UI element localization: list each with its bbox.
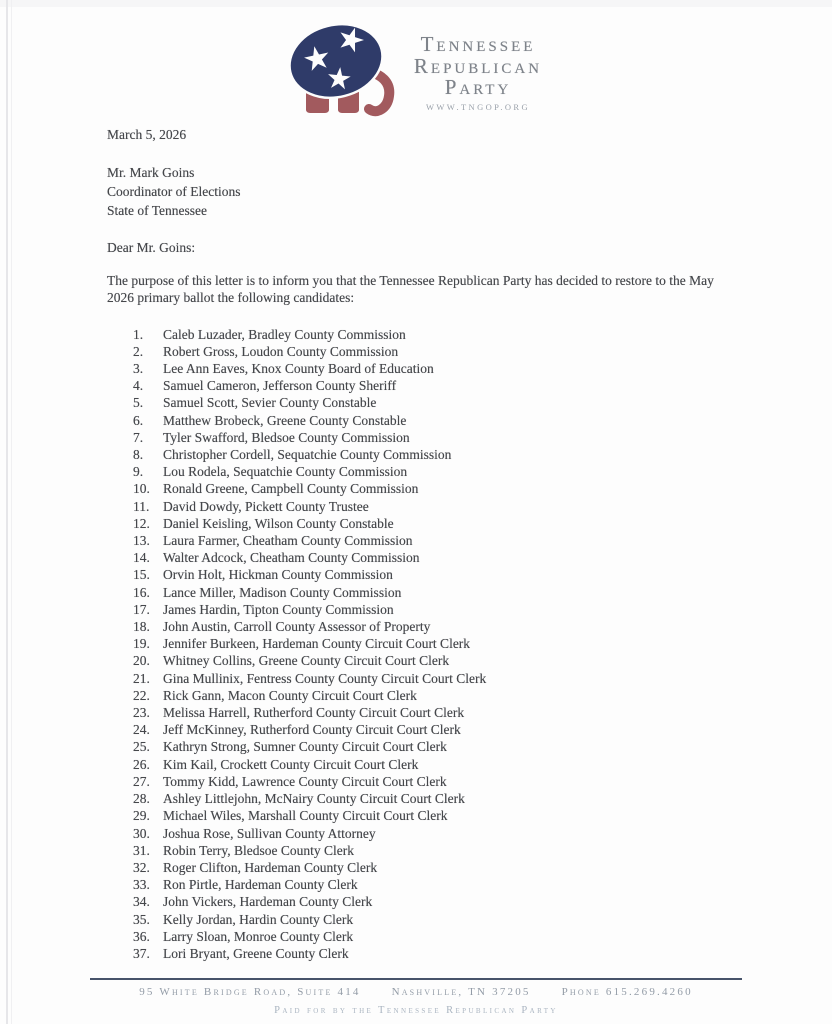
salutation: Dear Mr. Goins: xyxy=(107,239,196,255)
candidate-number: 25. xyxy=(133,739,150,755)
candidate-list-item xyxy=(133,601,737,618)
candidate-number: 23. xyxy=(133,705,150,721)
candidate-text: Walter Adcock, Cheatham County Commission xyxy=(163,550,420,566)
candidates-list xyxy=(133,326,737,963)
candidate-text: Michael Wiles, Marshall County Circuit Court Clerk xyxy=(163,808,448,824)
candidate-text: John Vickers, Hardeman County Clerk xyxy=(163,894,373,910)
candidate-text: Ron Pirtle, Hardeman County Clerk xyxy=(163,877,358,893)
candidate-text: Larry Sloan, Monroe County Clerk xyxy=(163,928,354,944)
candidate-list-item xyxy=(133,842,737,859)
candidate-number: 21. xyxy=(133,670,150,686)
candidate-list-item xyxy=(133,394,737,411)
candidate-list-item xyxy=(133,876,737,893)
candidate-text: James Hardin, Tipton County Commission xyxy=(163,601,394,617)
candidate-text: Jennifer Burkeen, Hardeman County Circuit Court Clerk xyxy=(163,636,471,652)
candidate-text: Jeff McKinney, Rutherford County Circuit Court Clerk xyxy=(163,722,461,738)
candidate-text: Christopher Cordell, Sequatchie County Commission xyxy=(163,447,452,463)
candidate-list-item xyxy=(133,945,737,962)
footer-city: Nashville, TN 37205 xyxy=(391,986,531,998)
candidate-list-item xyxy=(133,566,737,583)
candidate-number: 17. xyxy=(133,601,150,617)
scan-edge-top xyxy=(0,0,832,7)
candidate-text: Orvin Holt, Hickman County Commission xyxy=(163,567,393,583)
candidate-list-item xyxy=(133,377,737,394)
candidate-text: Lori Bryant, Greene County Clerk xyxy=(163,945,349,961)
candidate-list-item xyxy=(133,911,737,928)
candidate-text: Tommy Kidd, Lawrence County Circuit Court Clerk xyxy=(163,773,447,789)
candidate-text: Caleb Luzader, Bradley County Commission xyxy=(163,326,406,342)
footer-address: 95 White Bridge Road, Suite 414 xyxy=(139,986,361,998)
candidate-text: Matthew Brobeck, Greene County Constable xyxy=(163,412,407,428)
candidate-list-item xyxy=(133,687,737,704)
candidate-text: Samuel Cameron, Jefferson County Sheriff xyxy=(163,378,397,394)
candidate-number: 15. xyxy=(133,567,150,583)
candidate-text: Lee Ann Eaves, Knox County Board of Education xyxy=(163,361,434,377)
candidate-text: Gina Mullinix, Fentress County County Circuit Court Clerk xyxy=(163,670,487,686)
candidate-number: 34. xyxy=(133,894,150,910)
candidate-number: 22. xyxy=(133,687,150,703)
org-name-block xyxy=(414,25,542,112)
candidate-list-item xyxy=(133,756,737,773)
footer-paid-for-line: Paid for by the Tennessee Republican Party xyxy=(274,1005,558,1016)
candidate-list-item xyxy=(133,584,737,601)
candidate-list-item xyxy=(133,773,737,790)
candidate-list-item xyxy=(133,928,737,945)
candidate-text: Kathryn Strong, Sumner County Circuit Court Clerk xyxy=(163,739,447,755)
candidate-list-item xyxy=(133,652,737,669)
candidate-list-item xyxy=(133,738,737,755)
recipient-org: State of Tennessee xyxy=(107,203,208,219)
candidate-number: 28. xyxy=(133,791,150,807)
candidate-text: Tyler Swafford, Bledsoe County Commission xyxy=(163,429,410,445)
candidate-text: Roger Clifton, Hardeman County Clerk xyxy=(163,859,378,875)
candidate-number: 7. xyxy=(133,429,144,445)
candidate-number: 20. xyxy=(133,653,150,669)
candidate-text: Rick Gann, Macon County Circuit Court Clerk xyxy=(163,687,417,703)
candidate-number: 37. xyxy=(133,945,150,961)
candidate-number: 36. xyxy=(133,928,150,944)
candidate-number: 12. xyxy=(133,515,150,531)
candidate-list-item xyxy=(133,343,737,360)
footer-phone: Phone 615.269.4260 xyxy=(561,986,693,998)
candidate-text: Lance Miller, Madison County Commission xyxy=(163,584,402,600)
org-name-line-3: Party xyxy=(444,75,512,99)
candidate-number: 1. xyxy=(133,326,144,342)
letter-footer xyxy=(0,978,832,1016)
candidate-number: 6. xyxy=(133,412,144,428)
candidate-text: Lou Rodela, Sequatchie County Commission xyxy=(163,464,408,480)
letter-date: March 5, 2026 xyxy=(107,127,187,142)
candidate-number: 18. xyxy=(133,619,150,635)
candidate-text: Daniel Keisling, Wilson County Constable xyxy=(163,515,394,531)
candidate-list-item xyxy=(133,429,737,446)
candidate-number: 35. xyxy=(133,911,150,927)
org-website: WWW.TNGOP.ORG xyxy=(425,101,531,112)
candidate-list-item xyxy=(133,859,737,876)
tn-gop-elephant-logo-icon xyxy=(290,25,408,119)
candidate-list-item xyxy=(133,807,737,824)
candidate-list-item xyxy=(133,326,737,343)
candidate-list-item xyxy=(133,515,737,532)
candidate-list-item xyxy=(133,670,737,687)
candidate-text: Ashley Littlejohn, McNairy County Circuit Court Clerk xyxy=(163,791,465,807)
candidate-list-item xyxy=(133,825,737,842)
candidate-number: 14. xyxy=(133,550,150,566)
candidate-list-item xyxy=(133,618,737,635)
candidate-number: 31. xyxy=(133,842,150,858)
candidate-list-item xyxy=(133,532,737,549)
letter-body xyxy=(107,127,737,962)
candidate-list-item xyxy=(133,790,737,807)
letterhead xyxy=(0,0,832,119)
candidate-number: 24. xyxy=(133,722,150,738)
candidate-text: Whitney Collins, Greene County Circuit Court Clerk xyxy=(163,653,450,669)
candidate-list-item xyxy=(133,463,737,480)
candidate-text: Kelly Jordan, Hardin County Clerk xyxy=(163,911,354,927)
scan-edge-left xyxy=(6,0,8,1024)
candidate-number: 3. xyxy=(133,361,144,377)
scan-edge-left-2 xyxy=(11,0,12,1024)
candidate-number: 26. xyxy=(133,756,150,772)
candidate-number: 27. xyxy=(133,773,150,789)
candidate-number: 29. xyxy=(133,808,150,824)
candidate-text: Joshua Rose, Sullivan County Attorney xyxy=(163,825,376,841)
candidate-text: David Dowdy, Pickett County Trustee xyxy=(163,498,369,514)
candidate-number: 9. xyxy=(133,464,144,480)
candidate-list-item xyxy=(133,893,737,910)
candidate-list-item xyxy=(133,549,737,566)
body-paragraph: The purpose of this letter is to inform you that the Tennessee Republican Party has decided to restore to the May 2026 primary ballot the following candidates: xyxy=(107,272,714,306)
candidate-list-item xyxy=(133,446,737,463)
candidate-text: Samuel Scott, Sevier County Constable xyxy=(163,395,377,411)
recipient-name: Mr. Mark Goins xyxy=(107,165,195,180)
candidate-text: Robin Terry, Bledsoe County Clerk xyxy=(163,842,355,858)
candidate-number: 32. xyxy=(133,859,150,875)
candidate-list-item xyxy=(133,498,737,515)
footer-contact-line xyxy=(0,986,832,998)
candidate-number: 10. xyxy=(133,481,150,497)
candidate-number: 4. xyxy=(133,378,144,394)
footer-divider xyxy=(90,978,742,980)
candidate-list-item xyxy=(133,480,737,497)
candidate-text: Kim Kail, Crockett County Circuit Court Clerk xyxy=(163,756,419,772)
candidate-text: John Austin, Carroll County Assessor of Property xyxy=(163,619,431,635)
org-name-line-2: Republican xyxy=(413,53,543,78)
org-name-line-1: Tennessee xyxy=(420,32,536,56)
candidate-number: 16. xyxy=(133,584,150,600)
candidate-text: Melissa Harrell, Rutherford County Circuit Court Clerk xyxy=(163,705,465,721)
candidate-list-item xyxy=(133,635,737,652)
candidate-list-item xyxy=(133,412,737,429)
candidate-number: 33. xyxy=(133,877,150,893)
candidate-number: 30. xyxy=(133,825,150,841)
candidate-text: Robert Gross, Loudon County Commission xyxy=(163,343,399,359)
candidate-text: Ronald Greene, Campbell County Commission xyxy=(163,481,419,497)
candidate-number: 2. xyxy=(133,343,144,359)
candidate-number: 13. xyxy=(133,533,150,549)
candidate-list-item xyxy=(133,721,737,738)
candidate-number: 5. xyxy=(133,395,144,411)
recipient-title: Coordinator of Elections xyxy=(107,184,241,200)
recipient-block xyxy=(107,163,737,221)
candidate-number: 11. xyxy=(133,498,150,514)
candidate-text: Laura Farmer, Cheatham County Commission xyxy=(163,533,413,549)
candidate-list-item xyxy=(133,704,737,721)
candidate-list-item xyxy=(133,360,737,377)
candidate-number: 19. xyxy=(133,636,150,652)
candidate-number: 8. xyxy=(133,447,144,463)
